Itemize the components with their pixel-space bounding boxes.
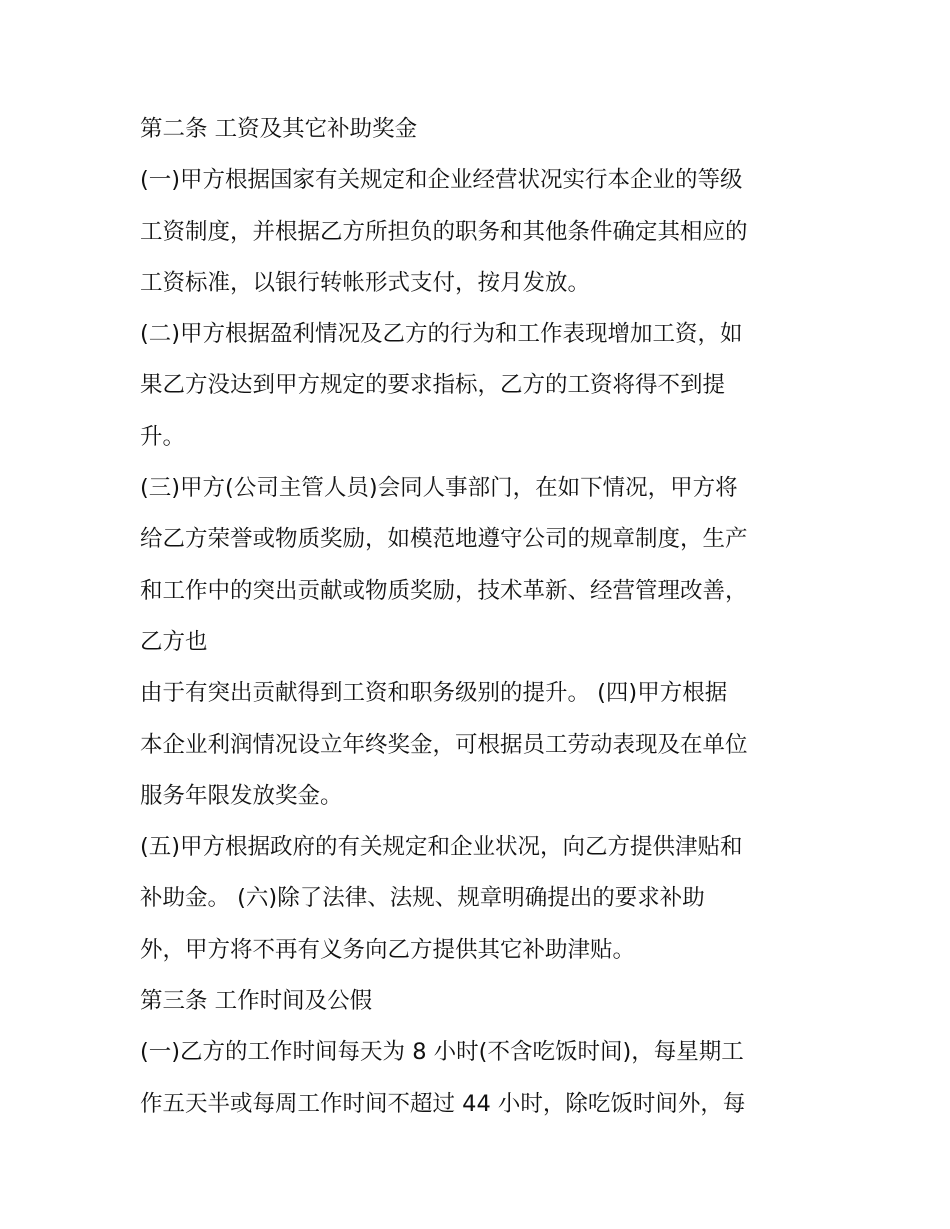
document-body [140, 104, 830, 1130]
paragraph-line: 工资制度，并根据乙方所担负的职务和其他条件确定其相应的 [140, 218, 748, 245]
paragraph-line: 升。 [140, 423, 186, 450]
paragraph-line: 由于有突出贡献得到工资和职务级别的提升。 (四)甲方根据 [140, 680, 728, 707]
paragraph-line: (五)甲方根据政府的有关规定和企业状况，向乙方提供津贴和 [140, 834, 743, 861]
paragraph-line: 服务年限发放奖金。 [140, 782, 343, 809]
paragraph-line: 和工作中的突出贡献或物质奖励，技术革新、经营管理改善， [140, 577, 748, 604]
paragraph-line: 本企业利润情况设立年终奖金，可根据员工劳动表现及在单位 [140, 731, 748, 758]
section-heading: 第三条 工作时间及公假 [140, 988, 373, 1015]
paragraph-line: 乙方也 [140, 628, 208, 655]
paragraph-line: (三)甲方(公司主管人员)会同人事部门，在如下情况，甲方将 [140, 475, 738, 502]
paragraph-line: 给乙方荣誉或物质奖励，如模范地遵守公司的规章制度，生产 [140, 526, 748, 553]
paragraph-line: (一)甲方根据国家有关规定和企业经营状况实行本企业的等级 [140, 167, 743, 194]
section-heading: 第二条 工资及其它补助奖金 [140, 116, 418, 142]
paragraph-line: 工资标准，以银行转帐形式支付，按月发放。 [140, 269, 591, 296]
paragraph-line: 果乙方没达到甲方规定的要求指标，乙方的工资将得不到提 [140, 372, 726, 399]
paragraph-line: 作五天半或每周工作时间不超过 44 小时，除吃饭时间外，每 [140, 1090, 746, 1117]
paragraph-line: 补助金。 (六)除了法律、法规、规章明确提出的要求补助 [140, 885, 705, 912]
paragraph-line: (二)甲方根据盈利情况及乙方的行为和工作表现增加工资，如 [140, 321, 743, 348]
paragraph-line: 外，甲方将不再有义务向乙方提供其它补助津贴。 [140, 936, 636, 963]
paragraph-line: (一)乙方的工作时间每天为 8 小时(不含吃饭时间)，每星期工 [140, 1039, 744, 1066]
